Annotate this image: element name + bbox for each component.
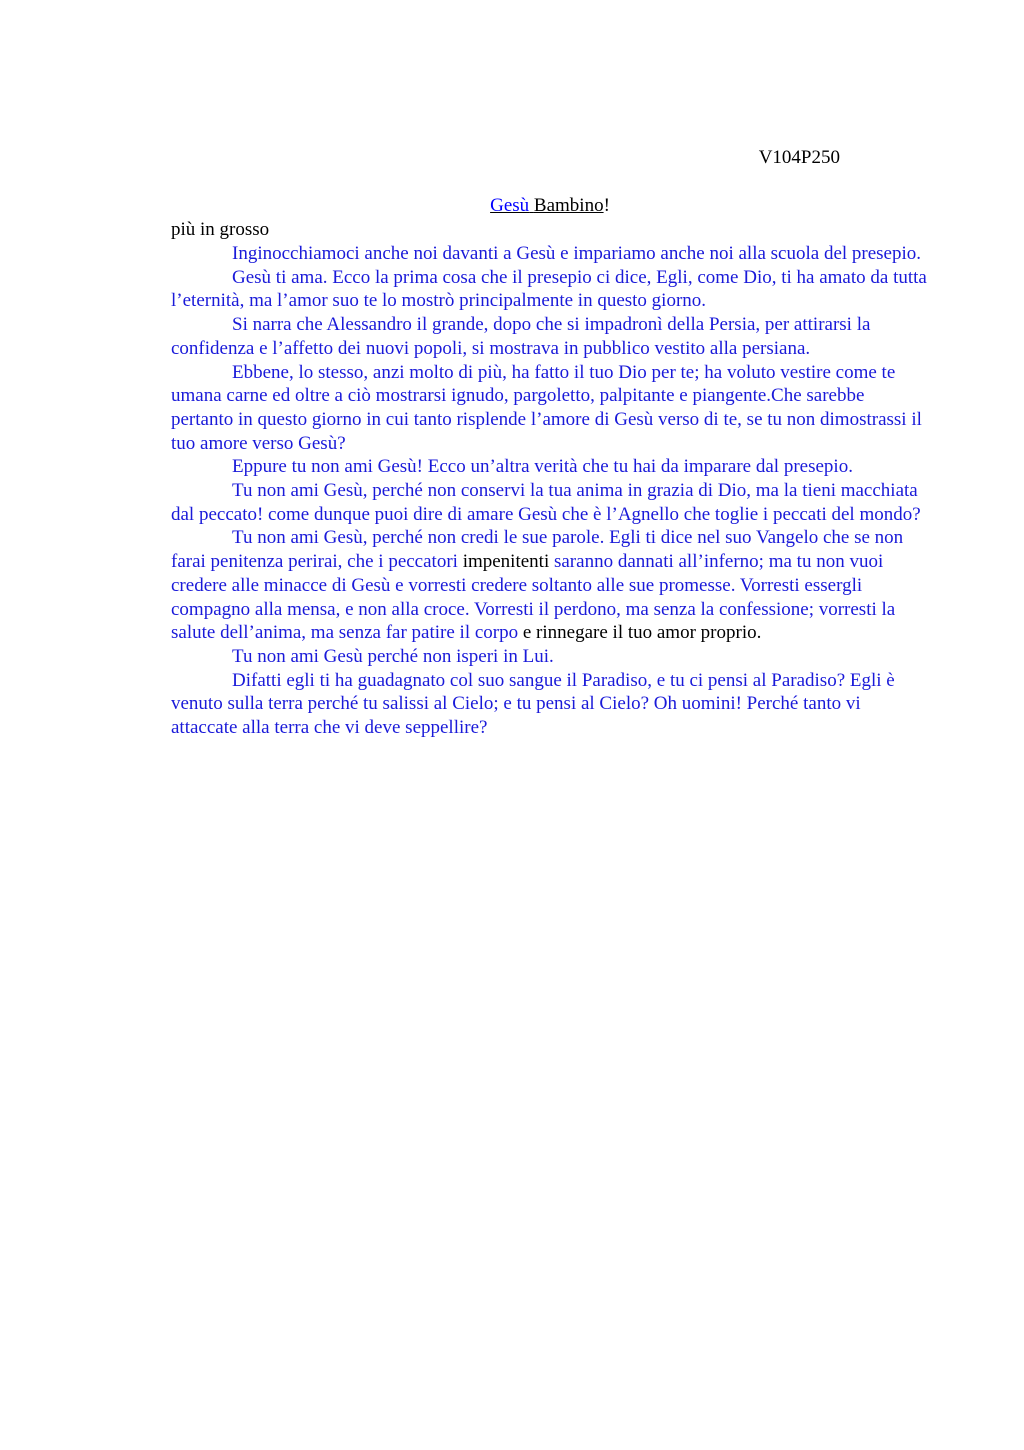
title-word-bambino: Bambino	[533, 195, 604, 216]
paragraph: Si narra che Alessandro il grande, dopo che si impadronì della Persia, per attirarsi la confidenza e l’affetto dei nuovi popoli, si mostrava in pubblico vestito alla persiana.	[171, 314, 871, 359]
document-title	[171, 194, 929, 218]
paragraph-segment-plain: impenitenti	[462, 551, 550, 573]
paragraph: Tu non ami Gesù, perché non conservi la tua anima in grazia di Dio, ma la tieni macchiata dal peccato! come dunque puoi dire di amare Gesù che è l’Agnello che toglie i peccati del mondo?	[171, 480, 921, 525]
paragraph: Difatti egli ti ha guadagnato col suo sangue il Paradiso, e tu ci pensi al Paradiso? Egli è venuto sulla terra perché tu salissi al Cielo; e tu pensi al Cielo? Oh uomini! Perché tanto vi attaccate alla terra che vi deve seppellire?	[171, 669, 895, 739]
paragraph-segment: Tu non ami Gesù, perché non credi le sue parole. Egli ti dice nel suo Vangelo che se non farai penitenza perirai, che i peccatori	[171, 527, 904, 573]
paragraph-segment: saranno dannati all’inferno; ma tu non vuoi credere alle minacce di Gesù e vorresti credere soltanto alle sue promesse. Vorresti essergli compagno alla mensa, e non alla croce. Vorresti il perdono, ma senza la confessione; vorresti la salute dell’anima, ma senza far patire il corpo	[171, 551, 896, 644]
page-id: V104P250	[758, 147, 840, 168]
paragraph: Eppure tu non ami Gesù! Ecco un’altra verità che tu hai da imparare dal presepio.	[232, 456, 853, 478]
editor-note: più in grosso	[171, 219, 270, 240]
paragraph: Gesù ti ama. Ecco la prima cosa che il presepio ci dice, Egli, come Dio, ti ha amato da tutta l’eternità, ma l’amor suo te lo mostrò principalmente in questo giorno.	[171, 266, 927, 312]
paragraph: Tu non ami Gesù perché non isperi in Lui.	[232, 645, 554, 667]
paragraph: Ebbene, lo stesso, anzi molto di più, ha fatto il tuo Dio per te; ha voluto vestire come te umana carne ed oltre a ciò mostrarsi ignudo, pargoletto, palpitante e piangente.Che sarebbe pertanto in questo giorno in cui tanto risplende l’amore di Gesù verso di te, se tu non dimostrassi il tuo amore verso Gesù?	[171, 361, 922, 454]
title-word-gesu: Gesù	[490, 195, 530, 216]
paragraph-segment-plain: e rinnegare il tuo amor proprio.	[518, 622, 762, 644]
document-page	[171, 146, 929, 740]
paragraph: Inginocchiamoci anche noi davanti a Gesù e impariamo anche noi alla scuola del presepio.	[232, 243, 922, 264]
title-punctuation: !	[603, 195, 610, 216]
paragraph-mixed	[171, 526, 929, 645]
